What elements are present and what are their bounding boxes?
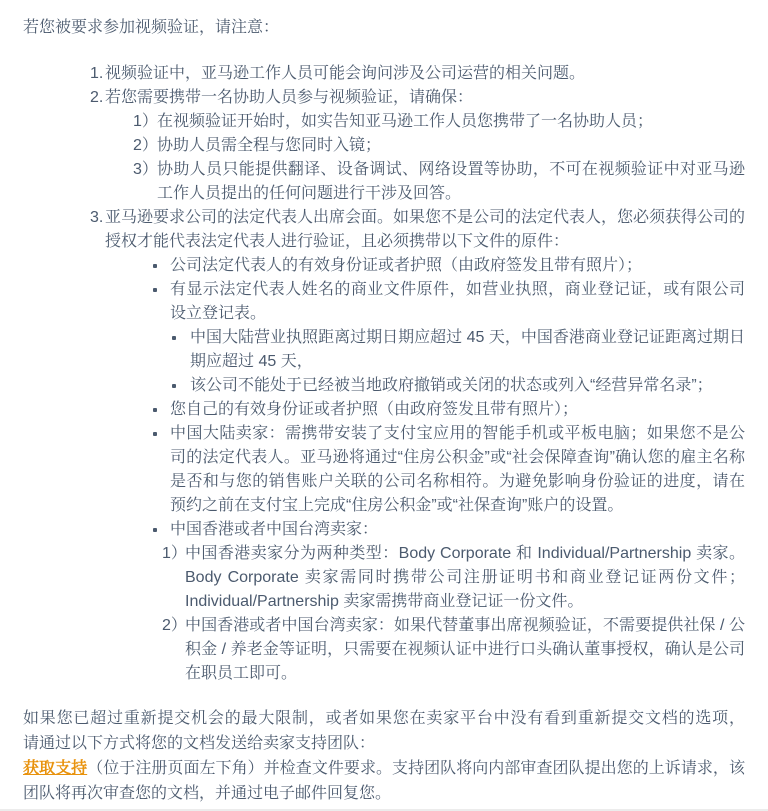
numbered-item <box>90 86 745 110</box>
intro-text: 若您被要求参加视频验证，请注意： <box>23 19 280 36</box>
sub-numbered-item <box>133 110 745 134</box>
sub-bullet-item <box>172 374 745 398</box>
bullet-icon <box>153 422 170 436</box>
footer-paragraph <box>23 756 745 806</box>
list-number: 2） <box>133 137 158 154</box>
list-item-text: 亚马逊要求公司的法定代表人出席会面。如果您不是公司的法定代表人，您必须获得公司的授权才能代表法定代表人进行验证，且必须携带以下文件的原件： <box>105 209 746 250</box>
bullet-item <box>153 254 745 278</box>
bullet-icon <box>153 278 170 292</box>
list-item-text: 中国大陆营业执照距离过期日期应超过 45 天，中国香港商业登记证距离过期日期应超过 45 天， <box>190 329 745 370</box>
sub-bullet-item <box>172 326 745 374</box>
footer-line: （位于注册页面左下角）并检查文件要求。支持团队将向内部审查团队提出您的上诉请求，该团队将再次审查您的文档，并通过电子邮件回复您。 <box>23 760 745 802</box>
bullet-item <box>153 518 745 542</box>
bullet-icon <box>172 374 190 388</box>
list-number: 1） <box>133 113 158 130</box>
bullet-item <box>153 398 745 422</box>
list-number: 1. <box>90 65 104 82</box>
bullet-item <box>153 278 745 326</box>
list-item-text: 中国大陆卖家：需携带安装了支付宝应用的智能手机或平板电脑；如果您不是公司的法定代表人。亚马逊将通过“住房公积金”或“社会保障查询”确认您的雇主名称是否和与您的销售账户关联的公司名称相符。为避免影响身份验证的进度，请在预约之前在支付宝上完成“住房公积金”或“社保查询”账户的设置。 <box>170 425 745 514</box>
list-number: 3. <box>90 209 104 226</box>
list-number: 1） <box>162 545 187 562</box>
bullet-icon <box>153 254 170 268</box>
numbered-item <box>90 62 745 86</box>
footer-line: 如果您已超过重新提交机会的最大限制，或者如果您在卖家平台中没有看到重新提交文档的选项， <box>23 710 745 727</box>
bullet-icon <box>153 398 170 412</box>
numbered-item <box>90 206 745 254</box>
bullet-item <box>153 422 745 518</box>
sub-numbered-item <box>162 542 745 614</box>
list-item-text: 协助人员只能提供翻译、设备调试、网络设置等协助，不可在视频验证中对亚马逊工作人员提出的任何问题进行干涉及回答。 <box>157 161 745 202</box>
list-item-text: 中国香港或者中国台湾卖家：如果代替董事出席视频验证，不需要提供社保 / 公积金 / 养老金等证明，只需要在视频认证中进行口头确认董事授权，确认是公司在职员工即可。 <box>185 617 745 682</box>
list-item-text: 有显示法定代表人姓名的商业文件原件，如营业执照，商业登记证，或有限公司设立登记表。 <box>170 281 745 322</box>
list-item-text: 您自己的有效身份证或者护照（由政府签发且带有照片）； <box>170 401 579 418</box>
bullet-icon <box>153 518 170 532</box>
list-item-text: 中国香港或者中国台湾卖家： <box>170 521 379 538</box>
list-item-text: 该公司不能处于已经被当地政府撤销或关闭的状态或列入“经营异常名录”； <box>190 377 713 394</box>
list-item-text: 若您需要携带一名协助人员参与视频验证，请确保： <box>105 89 474 106</box>
bullet-icon <box>172 326 190 340</box>
list-item-text: 中国香港卖家分为两种类型：Body Corporate 和 Individual/Partnership 卖家。Body Corporate 卖家需同时携带公司注册证明书和商业登记证两份文件；Individual/Partnership 卖家需携带商业登记证一份文件。 <box>185 545 745 610</box>
sub-numbered-item <box>162 614 745 686</box>
get-support-link[interactable]: 获取支持 <box>23 760 88 777</box>
list-item-text: 在视频验证开始时，如实告知亚马逊工作人员您携带了一名协助人员； <box>157 113 654 130</box>
sub-numbered-item <box>133 158 745 206</box>
list-item-text: 视频验证中，亚马逊工作人员可能会询问涉及公司运营的相关问题。 <box>105 65 586 82</box>
list-number: 2） <box>162 617 187 634</box>
footer-line: 请通过以下方式将您的文档发送给卖家支持团队： <box>23 735 376 752</box>
list-number: 3） <box>133 161 158 178</box>
list-item-text: 公司法定代表人的有效身份证或者护照（由政府签发且带有照片）； <box>170 257 643 274</box>
sub-numbered-item <box>133 134 745 158</box>
list-item-text: 协助人员需全程与您同时入镜； <box>157 137 382 154</box>
footer-note <box>23 706 745 806</box>
list-number: 2. <box>90 89 104 106</box>
